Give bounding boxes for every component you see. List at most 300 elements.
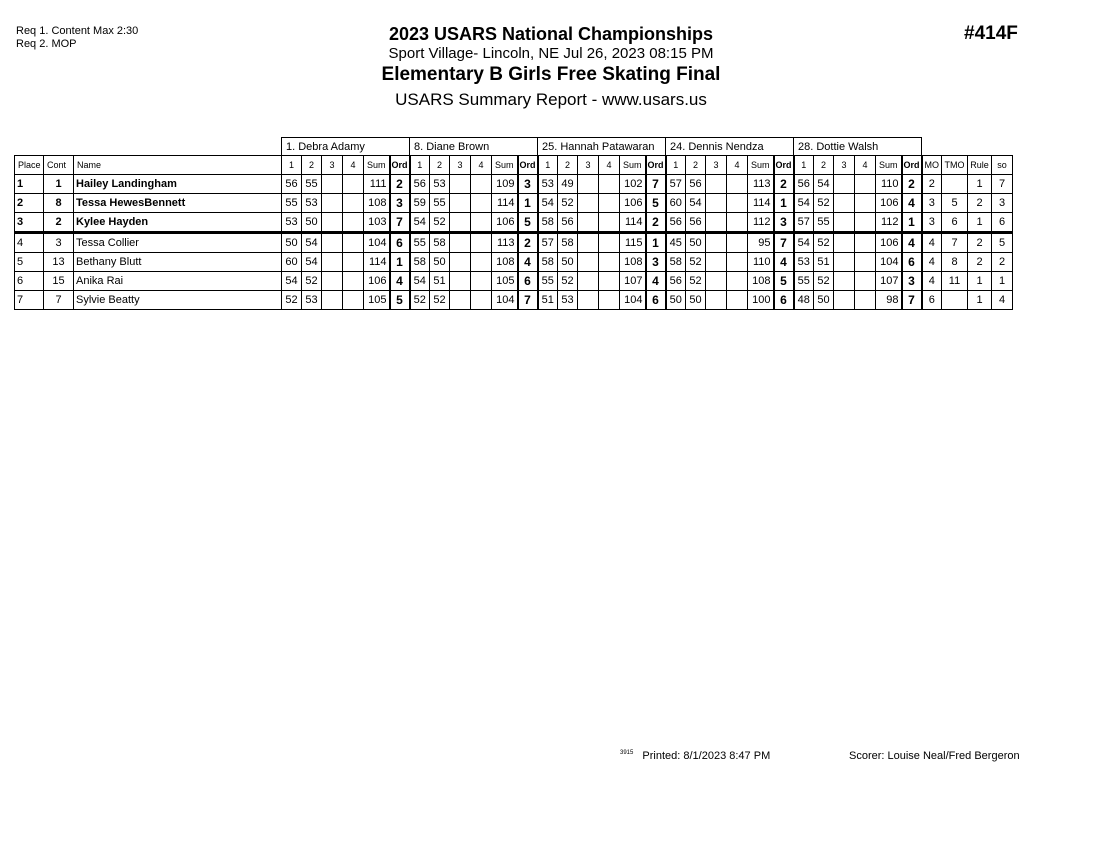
report-title: USARS Summary Report - www.usars.us xyxy=(395,90,707,109)
judge-score xyxy=(599,233,620,253)
judge-sum: 107 xyxy=(876,272,902,291)
judge-score xyxy=(727,272,748,291)
judge-ordinal: 3 xyxy=(518,175,538,194)
judge-score: 48 xyxy=(794,291,814,310)
judge-score: 54 xyxy=(410,272,430,291)
judge-score xyxy=(727,233,748,253)
judge-score xyxy=(343,272,364,291)
judge-score: 50 xyxy=(686,233,706,253)
so-cell: 4 xyxy=(992,291,1013,310)
venue-date: Sport Village- Lincoln, NE Jul 26, 2023 08:15 PM xyxy=(388,45,714,62)
judge-sum: 102 xyxy=(620,175,646,194)
judge-score: 53 xyxy=(558,291,578,310)
judge-score xyxy=(343,175,364,194)
judge-score: 51 xyxy=(538,291,558,310)
judge-score xyxy=(855,175,876,194)
judge-score: 55 xyxy=(282,194,302,213)
judge-sum: 108 xyxy=(492,253,518,272)
judge-score: 53 xyxy=(282,213,302,233)
majority-ordinal: 2 xyxy=(922,175,942,194)
judge-sum: 106 xyxy=(364,272,390,291)
judge-score xyxy=(322,194,343,213)
judge-sum: 105 xyxy=(364,291,390,310)
judge-score xyxy=(322,233,343,253)
judge-score xyxy=(471,194,492,213)
col-header-judge-3: 3 xyxy=(834,156,855,175)
col-header-judge-2: 2 xyxy=(558,156,578,175)
col-header-place: Place xyxy=(15,156,44,175)
judge-score: 56 xyxy=(410,175,430,194)
judge-score xyxy=(471,233,492,253)
judge-score: 55 xyxy=(814,213,834,233)
judge-sum: 103 xyxy=(364,213,390,233)
judge-score: 53 xyxy=(302,194,322,213)
judge-score: 59 xyxy=(410,194,430,213)
rule-cell: 1 xyxy=(968,213,992,233)
judge-score: 52 xyxy=(558,194,578,213)
col-header-judge-sum: Sum xyxy=(620,156,646,175)
judge-score xyxy=(834,291,855,310)
judge-score: 55 xyxy=(302,175,322,194)
col-header-judge-ord: Ord xyxy=(518,156,538,175)
skater-name: Kylee Hayden xyxy=(74,213,282,233)
judge-score: 60 xyxy=(282,253,302,272)
col-header-judge-2: 2 xyxy=(686,156,706,175)
judge-score xyxy=(578,291,599,310)
judge-ordinal: 2 xyxy=(518,233,538,253)
rule-cell: 1 xyxy=(968,272,992,291)
judge-ordinal: 4 xyxy=(902,233,922,253)
judge-score xyxy=(834,272,855,291)
total-majority-ordinal xyxy=(942,291,968,310)
judge-score: 56 xyxy=(686,213,706,233)
judge-score: 50 xyxy=(282,233,302,253)
judge-name: 28. Dottie Walsh xyxy=(794,138,922,156)
judge-score xyxy=(599,272,620,291)
col-header-tmo: TMO xyxy=(942,156,968,175)
majority-ordinal: 6 xyxy=(922,291,942,310)
judge-name: 1. Debra Adamy xyxy=(282,138,410,156)
event-number: #414F xyxy=(964,23,1018,44)
judge-score: 58 xyxy=(666,253,686,272)
total-majority-ordinal: 5 xyxy=(942,194,968,213)
judge-score: 54 xyxy=(794,194,814,213)
requirement-1: Req 1. Content Max 2:30 xyxy=(16,25,139,37)
judge-score: 54 xyxy=(794,233,814,253)
judge-score: 57 xyxy=(666,175,686,194)
judge-score: 56 xyxy=(666,272,686,291)
col-header-judge-4: 4 xyxy=(343,156,364,175)
rule-cell: 2 xyxy=(968,253,992,272)
judge-header-spacer xyxy=(15,138,282,156)
col-header-cont: Cont xyxy=(44,156,74,175)
judge-sum: 114 xyxy=(748,194,774,213)
skater-name: Bethany Blutt xyxy=(74,253,282,272)
judge-sum: 108 xyxy=(620,253,646,272)
judge-score xyxy=(599,194,620,213)
judge-ordinal: 1 xyxy=(518,194,538,213)
judge-score: 58 xyxy=(558,233,578,253)
judge-ordinal: 3 xyxy=(774,213,794,233)
judge-score: 56 xyxy=(666,213,686,233)
judge-score: 55 xyxy=(430,194,450,213)
judge-score: 52 xyxy=(686,272,706,291)
judge-score xyxy=(855,194,876,213)
judge-score xyxy=(834,253,855,272)
col-header-judge-3: 3 xyxy=(578,156,599,175)
judge-score: 52 xyxy=(814,194,834,213)
judge-score xyxy=(450,194,471,213)
judge-score xyxy=(578,194,599,213)
skater-name: Anika Rai xyxy=(74,272,282,291)
judge-ordinal: 1 xyxy=(774,194,794,213)
col-header-so: so xyxy=(992,156,1013,175)
so-cell: 7 xyxy=(992,175,1013,194)
rule-cell: 1 xyxy=(968,175,992,194)
table-row xyxy=(15,253,1013,272)
judge-score: 53 xyxy=(794,253,814,272)
judge-score: 60 xyxy=(666,194,686,213)
judge-score xyxy=(471,291,492,310)
judge-score xyxy=(471,213,492,233)
place-cell: 6 xyxy=(15,272,44,291)
judge-score xyxy=(578,233,599,253)
col-header-judge-3: 3 xyxy=(450,156,471,175)
judge-score xyxy=(706,213,727,233)
col-header-judge-2: 2 xyxy=(302,156,322,175)
judge-score xyxy=(855,253,876,272)
judge-ordinal: 7 xyxy=(390,213,410,233)
judge-score: 55 xyxy=(794,272,814,291)
judge-ordinal: 2 xyxy=(774,175,794,194)
judge-score: 45 xyxy=(666,233,686,253)
so-cell: 3 xyxy=(992,194,1013,213)
judge-score: 58 xyxy=(430,233,450,253)
judge-ordinal: 5 xyxy=(774,272,794,291)
judge-score: 54 xyxy=(814,175,834,194)
judge-score xyxy=(855,213,876,233)
judge-sum: 114 xyxy=(364,253,390,272)
majority-ordinal: 4 xyxy=(922,233,942,253)
report-code: 3915 xyxy=(620,750,634,756)
judge-score xyxy=(322,175,343,194)
col-header-judge-sum: Sum xyxy=(492,156,518,175)
place-cell: 4 xyxy=(15,233,44,253)
judge-sum: 108 xyxy=(364,194,390,213)
judge-score: 56 xyxy=(282,175,302,194)
judge-sum: 110 xyxy=(876,175,902,194)
col-header-judge-4: 4 xyxy=(727,156,748,175)
judge-score: 52 xyxy=(814,272,834,291)
place-cell: 5 xyxy=(15,253,44,272)
judge-score xyxy=(322,291,343,310)
judge-ordinal: 2 xyxy=(390,175,410,194)
majority-ordinal: 3 xyxy=(922,213,942,233)
championship-title: 2023 USARS National Championships xyxy=(388,24,714,44)
judge-score: 55 xyxy=(538,272,558,291)
table-row xyxy=(15,233,1013,253)
judge-score xyxy=(578,213,599,233)
judge-ordinal: 3 xyxy=(390,194,410,213)
judge-score: 53 xyxy=(538,175,558,194)
judge-score xyxy=(855,233,876,253)
col-header-judge-sum: Sum xyxy=(748,156,774,175)
judge-ordinal: 4 xyxy=(902,194,922,213)
judge-score xyxy=(706,233,727,253)
judge-score xyxy=(834,194,855,213)
col-header-rule: Rule xyxy=(968,156,992,175)
judge-score xyxy=(343,253,364,272)
judge-score xyxy=(343,233,364,253)
judge-sum: 107 xyxy=(620,272,646,291)
judge-ordinal: 6 xyxy=(518,272,538,291)
judge-score xyxy=(471,253,492,272)
judge-sum: 114 xyxy=(620,213,646,233)
judge-ordinal: 6 xyxy=(646,291,666,310)
judge-score: 52 xyxy=(282,291,302,310)
judge-score: 49 xyxy=(558,175,578,194)
judge-ordinal: 4 xyxy=(518,253,538,272)
total-majority-ordinal: 7 xyxy=(942,233,968,253)
so-cell: 6 xyxy=(992,213,1013,233)
skater-name: Sylvie Beatty xyxy=(74,291,282,310)
so-cell: 2 xyxy=(992,253,1013,272)
judge-sum: 112 xyxy=(748,213,774,233)
rule-cell: 2 xyxy=(968,233,992,253)
judge-ordinal: 4 xyxy=(774,253,794,272)
judge-sum: 106 xyxy=(876,194,902,213)
judge-ordinal: 4 xyxy=(646,272,666,291)
col-header-judge-1: 1 xyxy=(538,156,558,175)
table-row xyxy=(15,213,1013,233)
judge-score xyxy=(727,194,748,213)
col-header-judge-3: 3 xyxy=(322,156,343,175)
col-header-judge-sum: Sum xyxy=(364,156,390,175)
judge-sum: 98 xyxy=(876,291,902,310)
judge-sum: 104 xyxy=(364,233,390,253)
judge-score xyxy=(599,291,620,310)
total-majority-ordinal xyxy=(942,175,968,194)
rule-cell: 1 xyxy=(968,291,992,310)
col-header-judge-1: 1 xyxy=(794,156,814,175)
judge-score xyxy=(834,233,855,253)
judge-name: 8. Diane Brown xyxy=(410,138,538,156)
contestant-number: 13 xyxy=(44,253,74,272)
judge-sum: 112 xyxy=(876,213,902,233)
judge-score xyxy=(706,291,727,310)
total-majority-ordinal: 11 xyxy=(942,272,968,291)
judge-ordinal: 2 xyxy=(902,175,922,194)
col-header-judge-3: 3 xyxy=(706,156,727,175)
place-cell: 1 xyxy=(15,175,44,194)
judge-ordinal: 5 xyxy=(518,213,538,233)
col-header-judge-1: 1 xyxy=(410,156,430,175)
judge-score: 52 xyxy=(558,272,578,291)
judge-score xyxy=(706,194,727,213)
judge-score: 52 xyxy=(686,253,706,272)
judge-sum: 115 xyxy=(620,233,646,253)
judge-name: 24. Dennis Nendza xyxy=(666,138,794,156)
judge-score: 53 xyxy=(302,291,322,310)
judge-score: 52 xyxy=(430,213,450,233)
judge-header-spacer xyxy=(922,138,1013,156)
judge-score xyxy=(855,272,876,291)
printed-info xyxy=(620,750,770,762)
col-header-judge-ord: Ord xyxy=(902,156,922,175)
judge-ordinal: 2 xyxy=(646,213,666,233)
judge-name: 25. Hannah Patawaran xyxy=(538,138,666,156)
judge-score: 51 xyxy=(814,253,834,272)
majority-ordinal: 4 xyxy=(922,253,942,272)
judge-score xyxy=(855,291,876,310)
judge-score xyxy=(450,213,471,233)
judge-score xyxy=(578,272,599,291)
judge-sum: 95 xyxy=(748,233,774,253)
judge-sum: 100 xyxy=(748,291,774,310)
judge-ordinal: 3 xyxy=(902,272,922,291)
judge-score: 56 xyxy=(794,175,814,194)
judge-score xyxy=(578,175,599,194)
judge-ordinal: 6 xyxy=(902,253,922,272)
col-header-judge-1: 1 xyxy=(282,156,302,175)
col-header-judge-2: 2 xyxy=(814,156,834,175)
judge-score: 54 xyxy=(410,213,430,233)
judge-sum: 111 xyxy=(364,175,390,194)
col-header-name: Name xyxy=(74,156,282,175)
judge-ordinal: 6 xyxy=(774,291,794,310)
judge-score: 52 xyxy=(430,291,450,310)
col-header-judge-4: 4 xyxy=(855,156,876,175)
judge-sum: 105 xyxy=(492,272,518,291)
judge-score: 50 xyxy=(302,213,322,233)
judge-score xyxy=(727,213,748,233)
judge-score: 58 xyxy=(538,213,558,233)
skater-name: Hailey Landingham xyxy=(74,175,282,194)
judge-score xyxy=(834,213,855,233)
judge-score xyxy=(727,291,748,310)
judge-score: 50 xyxy=(666,291,686,310)
judge-sum: 108 xyxy=(748,272,774,291)
majority-ordinal: 3 xyxy=(922,194,942,213)
judge-score xyxy=(599,253,620,272)
skater-name: Tessa Collier xyxy=(74,233,282,253)
judge-score xyxy=(322,272,343,291)
judge-score: 50 xyxy=(686,291,706,310)
judge-score xyxy=(450,272,471,291)
judge-score xyxy=(471,272,492,291)
judge-score: 54 xyxy=(282,272,302,291)
judge-score: 57 xyxy=(538,233,558,253)
contestant-number: 8 xyxy=(44,194,74,213)
judge-score xyxy=(322,253,343,272)
so-cell: 5 xyxy=(992,233,1013,253)
judge-score xyxy=(343,194,364,213)
judge-score: 57 xyxy=(794,213,814,233)
judge-score xyxy=(471,175,492,194)
judge-score: 58 xyxy=(410,253,430,272)
judge-ordinal: 7 xyxy=(774,233,794,253)
col-header-judge-1: 1 xyxy=(666,156,686,175)
judge-score: 50 xyxy=(814,291,834,310)
judge-score: 50 xyxy=(558,253,578,272)
judge-score xyxy=(727,253,748,272)
judge-score: 51 xyxy=(430,272,450,291)
judge-sum: 109 xyxy=(492,175,518,194)
judge-ordinal: 7 xyxy=(518,291,538,310)
total-majority-ordinal: 6 xyxy=(942,213,968,233)
judge-score xyxy=(450,233,471,253)
judge-score xyxy=(599,213,620,233)
total-majority-ordinal: 8 xyxy=(942,253,968,272)
majority-ordinal: 4 xyxy=(922,272,942,291)
judge-sum: 113 xyxy=(492,233,518,253)
judge-score xyxy=(578,253,599,272)
judge-score: 53 xyxy=(430,175,450,194)
judge-sum: 104 xyxy=(620,291,646,310)
table-row xyxy=(15,272,1013,291)
judge-sum: 104 xyxy=(876,253,902,272)
judge-ordinal: 5 xyxy=(390,291,410,310)
judge-score xyxy=(834,175,855,194)
printed-date: Printed: 8/1/2023 8:47 PM xyxy=(642,750,771,762)
table-row xyxy=(15,194,1013,213)
place-cell: 3 xyxy=(15,213,44,233)
judge-score xyxy=(322,213,343,233)
judge-sum: 104 xyxy=(492,291,518,310)
col-header-mo: MO xyxy=(922,156,942,175)
judge-header-row xyxy=(15,138,1013,156)
judge-sum: 110 xyxy=(748,253,774,272)
so-cell: 1 xyxy=(992,272,1013,291)
place-cell: 2 xyxy=(15,194,44,213)
table-row xyxy=(15,291,1013,310)
judge-ordinal: 1 xyxy=(390,253,410,272)
judge-score: 50 xyxy=(430,253,450,272)
judge-score xyxy=(343,291,364,310)
contestant-number: 7 xyxy=(44,291,74,310)
judge-sum: 106 xyxy=(492,213,518,233)
judge-score: 52 xyxy=(302,272,322,291)
judge-score xyxy=(706,253,727,272)
judge-score xyxy=(727,175,748,194)
judge-score: 56 xyxy=(686,175,706,194)
judge-ordinal: 3 xyxy=(646,253,666,272)
judge-ordinal: 7 xyxy=(646,175,666,194)
judge-score xyxy=(450,175,471,194)
judge-sum: 114 xyxy=(492,194,518,213)
column-header-row xyxy=(15,156,1013,175)
scorer-info: Scorer: Louise Neal/Fred Bergeron xyxy=(849,750,1020,762)
table-row xyxy=(15,175,1013,194)
judge-score: 54 xyxy=(538,194,558,213)
judge-score: 58 xyxy=(538,253,558,272)
contestant-number: 15 xyxy=(44,272,74,291)
judge-ordinal: 1 xyxy=(902,213,922,233)
results-table xyxy=(14,137,1013,310)
judge-sum: 106 xyxy=(620,194,646,213)
col-header-judge-2: 2 xyxy=(430,156,450,175)
judge-score: 52 xyxy=(814,233,834,253)
judge-ordinal: 4 xyxy=(390,272,410,291)
col-header-judge-ord: Ord xyxy=(646,156,666,175)
judge-score xyxy=(450,291,471,310)
contestant-number: 3 xyxy=(44,233,74,253)
col-header-judge-4: 4 xyxy=(599,156,620,175)
judge-ordinal: 1 xyxy=(646,233,666,253)
judge-score: 54 xyxy=(302,253,322,272)
judge-score: 52 xyxy=(410,291,430,310)
contestant-number: 2 xyxy=(44,213,74,233)
